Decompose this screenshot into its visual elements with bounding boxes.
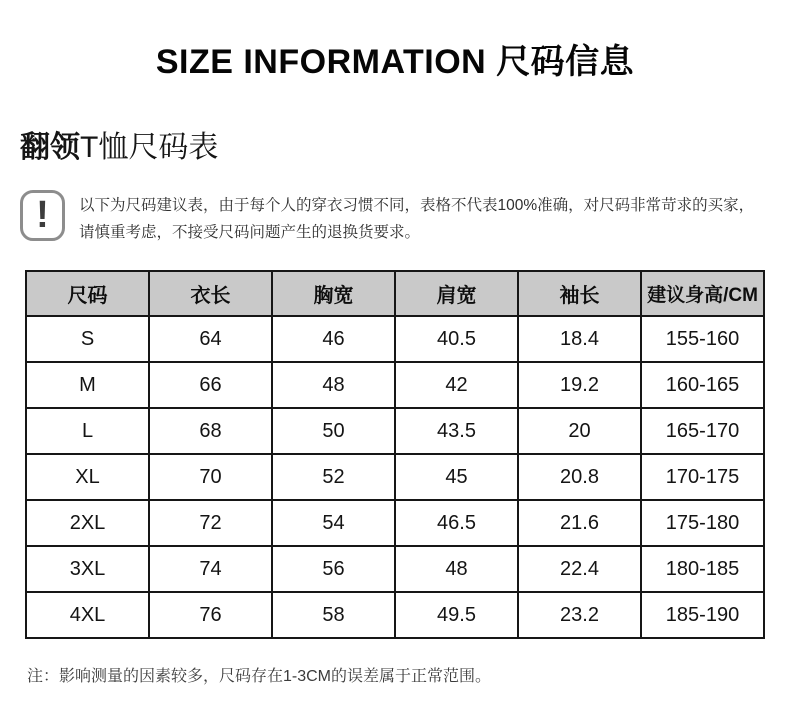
measurement-cell: 76 xyxy=(149,592,272,638)
footnote: 注：影响测量的因素较多，尺码存在1-3CM的误差属于正常范围。 xyxy=(27,668,492,685)
size-label-cell: L xyxy=(26,408,149,454)
measurement-cell: 70 xyxy=(149,454,272,500)
header-row xyxy=(26,271,764,316)
size-table-header xyxy=(26,271,764,316)
measurement-cell: 21.6 xyxy=(518,500,641,546)
page-title: SIZE INFORMATION 尺码信息 xyxy=(155,43,635,81)
size-label-cell: 4XL xyxy=(26,592,149,638)
size-advice-notice xyxy=(20,190,772,246)
notice-text xyxy=(79,190,754,246)
size-label-cell: XL xyxy=(26,454,149,500)
measurement-cell: 64 xyxy=(149,316,272,362)
measurement-cell: 170-175 xyxy=(641,454,764,500)
column-header: 肩宽 xyxy=(395,271,518,316)
exclamation-icon xyxy=(20,190,65,241)
table-row xyxy=(26,408,764,454)
measurement-cell: 46 xyxy=(272,316,395,362)
measurement-cell: 19.2 xyxy=(518,362,641,408)
measurement-cell: 165-170 xyxy=(641,408,764,454)
table-row xyxy=(26,500,764,546)
column-header: 衣长 xyxy=(149,271,272,316)
section-title-rest: T恤尺码表 xyxy=(80,131,219,164)
table-row xyxy=(26,316,764,362)
measurement-cell: 180-185 xyxy=(641,546,764,592)
measurement-cell: 18.4 xyxy=(518,316,641,362)
measurement-cell: 45 xyxy=(395,454,518,500)
measurement-cell: 54 xyxy=(272,500,395,546)
measurement-cell: 49.5 xyxy=(395,592,518,638)
measurement-cell: 48 xyxy=(272,362,395,408)
table-row xyxy=(26,592,764,638)
measurement-cell: 74 xyxy=(149,546,272,592)
measurement-cell: 155-160 xyxy=(641,316,764,362)
size-table-body xyxy=(26,316,764,638)
measurement-cell: 46.5 xyxy=(395,500,518,546)
measurement-cell: 175-180 xyxy=(641,500,764,546)
measurement-cell: 68 xyxy=(149,408,272,454)
measurement-cell: 48 xyxy=(395,546,518,592)
size-label-cell: 2XL xyxy=(26,500,149,546)
measurement-cell: 72 xyxy=(149,500,272,546)
measurement-cell: 58 xyxy=(272,592,395,638)
measurement-cell: 66 xyxy=(149,362,272,408)
size-table xyxy=(25,270,765,639)
measurement-cell: 22.4 xyxy=(518,546,641,592)
measurement-cell: 23.2 xyxy=(518,592,641,638)
measurement-cell: 42 xyxy=(395,362,518,408)
size-label-cell: S xyxy=(26,316,149,362)
table-row xyxy=(26,362,764,408)
notice-line-1: 以下为尺码建议表，由于每个人的穿衣习惯不同，表格不代表100%准确，对尺码非常苛求的买家， xyxy=(79,197,755,214)
column-header: 尺码 xyxy=(26,271,149,316)
column-header: 胸宽 xyxy=(272,271,395,316)
size-label-cell: 3XL xyxy=(26,546,149,592)
column-header: 袖长 xyxy=(518,271,641,316)
column-header: 建议身高/CM xyxy=(641,271,764,316)
table-row xyxy=(26,546,764,592)
measurement-cell: 43.5 xyxy=(395,408,518,454)
size-label-cell: M xyxy=(26,362,149,408)
measurement-cell: 52 xyxy=(272,454,395,500)
table-row xyxy=(26,454,764,500)
measurement-cell: 40.5 xyxy=(395,316,518,362)
measurement-cell: 160-165 xyxy=(641,362,764,408)
measurement-cell: 20.8 xyxy=(518,454,641,500)
exclamation-glyph: ! xyxy=(36,193,49,236)
measurement-cell: 50 xyxy=(272,408,395,454)
measurement-cell: 56 xyxy=(272,546,395,592)
notice-line-2: 请慎重考虑，不接受尺码问题产生的退换货要求。 xyxy=(79,224,421,241)
section-title xyxy=(20,131,790,165)
measurement-cell: 185-190 xyxy=(641,592,764,638)
measurement-cell: 20 xyxy=(518,408,641,454)
section-title-bold: 翻领 xyxy=(20,131,80,164)
